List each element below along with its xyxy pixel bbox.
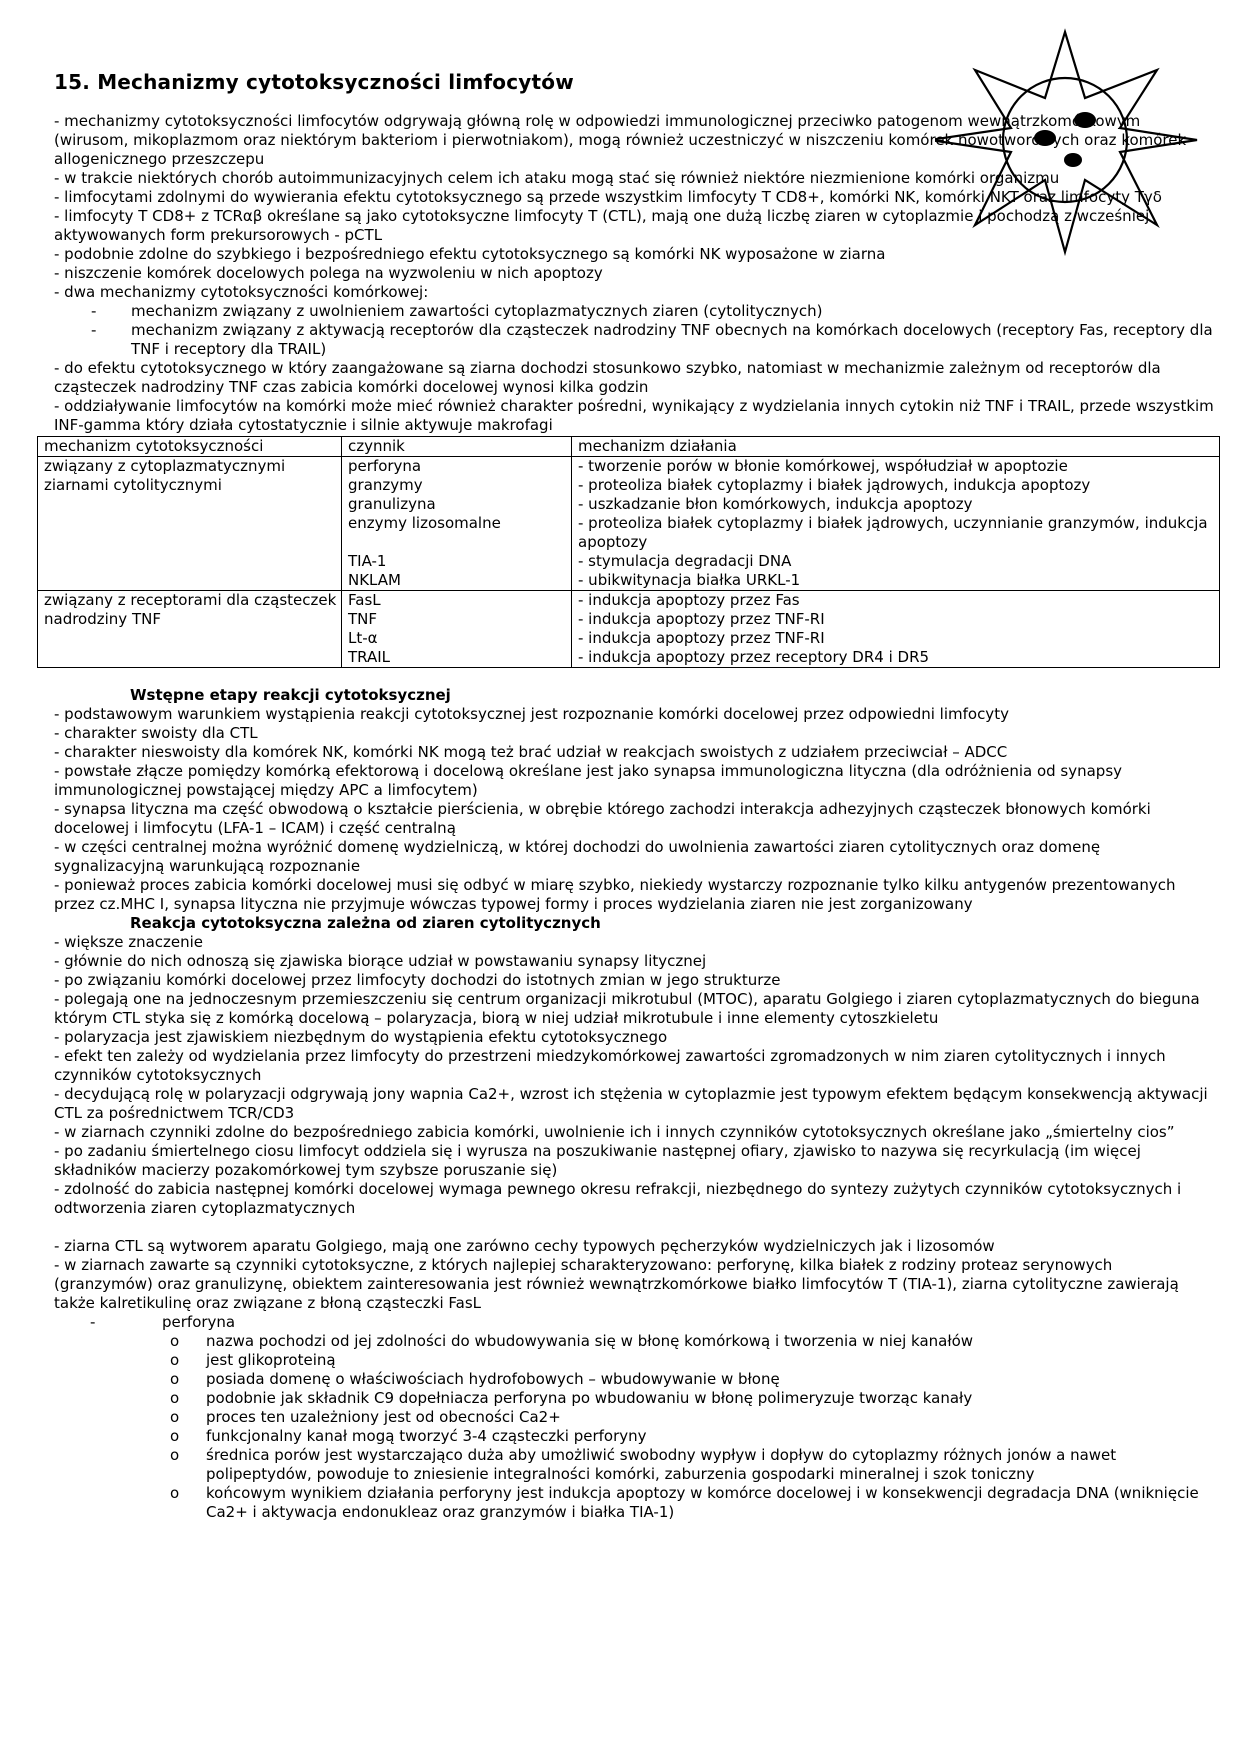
table-cell	[572, 457, 1220, 591]
factor: FasL	[348, 591, 381, 609]
text-line: - polaryzacja jest zjawiskiem niezbędnym do wystąpienia efektu cytotoksycznego	[54, 1028, 668, 1046]
bullet-marker: o	[170, 1484, 180, 1502]
action: - indukcja apoptozy przez receptory DR4 i DR5	[578, 648, 930, 666]
action: - indukcja apoptozy przez TNF-RI	[578, 610, 825, 628]
action: - indukcja apoptozy przez TNF-RI	[578, 629, 825, 647]
section-heading: Reakcja cytotoksyczna zależna od ziaren cytolitycznych	[130, 914, 601, 932]
factor: granulizyna	[348, 495, 436, 513]
text-line: - ponieważ proces zabicia komórki docelowej musi się odbyć w miarę szybko, niekiedy wystarczy rozpoznanie tylko kilku antygenów prezentowanych przez cz.MHC I, synapsa lityczna nie przyjmuje wówczas typowej formy i proces wydzielania ziaren nie jest zorganizowany	[54, 876, 1176, 913]
text-line: - po związaniu komórki docelowej przez limfocyty dochodzi do istotnych zmian w jego strukturze	[54, 971, 781, 989]
action: - indukcja apoptozy przez Fas	[578, 591, 800, 609]
spacer	[54, 1218, 1214, 1237]
intro-line: - podobnie zdolne do szybkiego i bezpośredniego efektu cytotoksycznego są komórki NK wyposażone w ziarna	[54, 245, 886, 263]
text-line: - synapsa lityczna ma część obwodową o kształcie pierścienia, w obrębie którego zachodzi interakcja adhezyjnych cząsteczek błonowych komórki docelowej i limfocytu (LFA-1 – ICAM) i część centralną	[54, 800, 1151, 837]
bullet-marker: o	[170, 1446, 180, 1464]
table-row	[38, 457, 1220, 591]
text-line: - w ziarnach czynniki zdolne do bezpośredniego zabicia komórki, uwolnienie ich i innych czynników cytotoksycznych określane jako „śmiertelny cios”	[54, 1123, 1175, 1141]
table-row	[38, 591, 1220, 668]
table-header: mechanizm cytotoksyczności	[38, 437, 342, 457]
list-item: o proces ten uzależniony jest od obecności Ca2+	[170, 1408, 561, 1426]
intro-line: - mechanizmy cytotoksyczności limfocytów odgrywają główną rolę w odpowiedzi immunologicznej przeciwko patogenom wewnątrzkomórkowym (wirusom, mikoplazmom oraz niektórym bakteriom i pierwotniakom), mogą również uczestniczyć w niszczeniu komórek nowotworowych oraz komórek allogenicznego przeszczepu	[54, 112, 1187, 168]
list-item: o średnica porów jest wystarczająco duża aby umożliwić swobodny wypływ i dopływ do cytoplazmy różnych jonów a nawet polipeptydów, powoduje to zniesienie integralności komórki, zaburzenia gospodarki mineralnej i szok toniczny	[170, 1446, 1117, 1483]
factor: NKLAM	[348, 571, 401, 589]
text-line: - ziarna CTL są wytworem aparatu Golgiego, mają one zarówno cechy typowych pęcherzyków wydzielniczych jak i lizosomów	[54, 1237, 995, 1255]
text-line: - polegają one na jednoczesnym przemieszczeniu się centrum organizacji mikrotubul (MTOC), aparatu Golgiego i ziaren cytoplazmatycznych do bieguna którym CTL styka się z komórką docelową – polaryzacja, biorą w niej udział mikrotubule i inne elementy cytoszkieletu	[54, 990, 1200, 1027]
list-item: o nazwa pochodzi od jej zdolności do wbudowywania się w błonę komórkową i tworzenia w niej kanałów	[170, 1332, 974, 1350]
text-line: - większe znaczenie	[54, 933, 204, 951]
intro-line: - w trakcie niektórych chorób autoimmunizacyjnych celem ich ataku mogą stać się również niektóre niezmienione komórki organizmu	[54, 169, 1060, 187]
intro-line: - niszczenie komórek docelowych polega na wyzwoleniu w nich apoptozy	[54, 264, 603, 282]
text-line: - charakter swoisty dla CTL	[54, 724, 258, 742]
text-line: - charakter nieswoisty dla komórek NK, komórki NK mogą też brać udział w reakcjach swoistych z udziałem przeciwciał – ADCC	[54, 743, 1008, 761]
table-header: mechanizm działania	[572, 437, 1220, 457]
factor: TRAIL	[348, 648, 391, 666]
action: - ubikwitynacja białka URKL-1	[578, 571, 801, 589]
text-line: - po zadaniu śmiertelnego ciosu limfocyt oddziela się i wyrusza na poszukiwanie następnej ofiary, zjawisko to nazywa się recyrkulacją (im więcej składników macierzy pozakomórkowej tym szybsze poruszanie się)	[54, 1142, 1141, 1179]
factor-spacer	[348, 533, 571, 552]
section-heading: Wstępne etapy reakcji cytotoksycznej	[130, 686, 451, 704]
page-title: 15. Mechanizmy cytotoksyczności limfocytów	[54, 70, 574, 94]
action: - stymulacja degradacji DNA	[578, 552, 792, 570]
intro-line: - limfocytami zdolnymi do wywierania efektu cytotoksycznego są przede wszystkim limfocyty T CD8+, komórki NK, komórki NKT oraz limfocyty Tγδ	[54, 188, 1162, 206]
mechanism-item: - mechanizm związany z aktywacją receptorów dla cząsteczek nadrodziny TNF obecnych na komórkach docelowych (receptory Fas, receptory dla TNF i receptory dla TRAIL)	[54, 321, 1214, 359]
intro-line: - dwa mechanizmy cytotoksyczności komórkowej:	[54, 283, 429, 301]
table-header-row	[38, 437, 1220, 457]
dash-marker: -	[90, 1313, 96, 1331]
mechanism-table	[37, 436, 1220, 668]
bullet-marker: o	[170, 1351, 180, 1369]
list-item: o jest glikoproteiną	[170, 1351, 336, 1369]
bullet-marker: o	[170, 1427, 180, 1445]
text-line: - w ziarnach zawarte są czynniki cytotoksyczne, z których najlepiej scharakteryzowano: perforynę, kilka białek z rodziny proteaz serynowych (granzymów) oraz granulizynę, obiektem zainteresowania jest również wewnątrzkomórkowe białko limfocytów T (TIA-1), ziarna cytolityczne zawierają także kalretikulinę oraz związane z błoną cząsteczki FasL	[54, 1256, 1179, 1312]
list-item: o posiada domenę o właściwościach hydrofobowych – wbudowywanie w błonę	[170, 1370, 780, 1388]
dash-marker: -	[91, 321, 97, 339]
mechanism-item: - mechanizm związany z uwolnieniem zawartości cytoplazmatycznych ziaren (cytolitycznych)	[54, 302, 1214, 321]
list-item: o końcowym wynikiem działania perforyny jest indukcja apoptozy w komórce docelowej i w konsekwencji degradacja DNA (wniknięcie Ca2+ i aktywacja endonukleaz oraz granzymów i białka TIA-1)	[170, 1484, 1199, 1521]
text-line: - efekt ten zależy od wydzielania przez limfocyty do przestrzeni miedzykomórkowej zawartości zgromadzonych w nim ziaren cytolitycznych i innych czynników cytotoksycznych	[54, 1047, 1166, 1084]
factor: TIA-1	[348, 552, 387, 570]
factor: Lt-α	[348, 629, 378, 647]
table-header: czynnik	[342, 437, 572, 457]
bullet-marker: o	[170, 1370, 180, 1388]
bullet-marker: o	[170, 1332, 180, 1350]
bullet-marker: o	[170, 1389, 180, 1407]
dash-marker: -	[91, 302, 97, 320]
text-line: - do efektu cytotoksycznego w który zaangażowane są ziarna dochodzi stosunkowo szybko, natomiast w mechanizmie zależnym od receptorów dla cząsteczek nadrodziny TNF czas zabicia komórki docelowej wynosi kilka godzin	[54, 359, 1161, 396]
text-line: - oddziaływanie limfocytów na komórki może mieć również charakter pośredni, wynikający z wydzielania innych cytokin niż TNF i TRAIL, przede wszystkim INF-gamma który działa cytostatycznie i silnie aktywuje makrofagi	[54, 397, 1214, 434]
list-item: o podobnie jak składnik C9 dopełniacza perforyna po wbudowaniu w błonę polimeryzuje tworząc kanały	[170, 1389, 973, 1407]
text-line: - powstałe złącze pomiędzy komórką efektorową i docelową określane jest jako synapsa immunologiczna lityczna (dla odróżnienia od synapsy immunologicznej powstającej między APC a limfocytem)	[54, 762, 1123, 799]
text-line: - zdolność do zabicia następnej komórki docelowej wymaga pewnego okresu refrakcji, niezbędnego do syntezy zużytych czynników cytotoksycznych i odtworzenia ziaren cytoplazmatycznych	[54, 1180, 1182, 1217]
factor: TNF	[348, 610, 378, 628]
perforin-heading: - perforyna	[90, 1313, 236, 1331]
factor: granzymy	[348, 476, 423, 494]
action: - uszkadzanie błon komórkowych, indukcja apoptozy	[578, 495, 973, 513]
table-cell	[572, 591, 1220, 668]
factor: enzymy lizosomalne	[348, 514, 501, 532]
table-cell: związany z cytoplazmatycznymi ziarnami cytolitycznymi	[38, 457, 342, 591]
intro-line: - limfocyty T CD8+ z TCRαβ określane są jako cytotoksyczne limfocyty T (CTL), mają one dużą liczbę ziaren w cytoplazmie i pochodzą z wcześniej aktywowanych form prekursorowych - pCTL	[54, 207, 1150, 244]
table-cell	[342, 457, 572, 591]
bullet-marker: o	[170, 1408, 180, 1426]
text-line: - głównie do nich odnoszą się zjawiska biorące udział w powstawaniu synapsy litycznej	[54, 952, 707, 970]
text-line: - decydującą rolę w polaryzacji odgrywają jony wapnia Ca2+, wzrost ich stężenia w cytoplazmie jest typowym efektem będącym konsekwencją aktywacji CTL za pośrednictwem TCR/CD3	[54, 1085, 1208, 1122]
action: - proteoliza białek cytoplazmy i białek jądrowych, indukcja apoptozy	[578, 476, 1091, 494]
action: - proteoliza białek cytoplazmy i białek jądrowych, uczynnianie granzymów, indukcja apoptozy	[578, 514, 1208, 551]
list-item: o funkcjonalny kanał mogą tworzyć 3-4 cząsteczki perforyny	[170, 1427, 647, 1445]
table-cell	[342, 591, 572, 668]
document-page	[44, 70, 1214, 1522]
text-line: - podstawowym warunkiem wystąpienia reakcji cytotoksycznej jest rozpoznanie komórki docelowej przez odpowiedni limfocyty	[54, 705, 1009, 723]
factor: perforyna	[348, 457, 422, 475]
table-cell: związany z receptorami dla cząsteczek nadrodziny TNF	[38, 591, 342, 668]
action: - tworzenie porów w błonie komórkowej, współudział w apoptozie	[578, 457, 1068, 475]
text-line: - w części centralnej można wyróżnić domenę wydzielniczą, w której dochodzi do uwolnienia zawartości ziaren cytolitycznych oraz domenę sygnalizacyjną warunkującą rozpoznanie	[54, 838, 1101, 875]
